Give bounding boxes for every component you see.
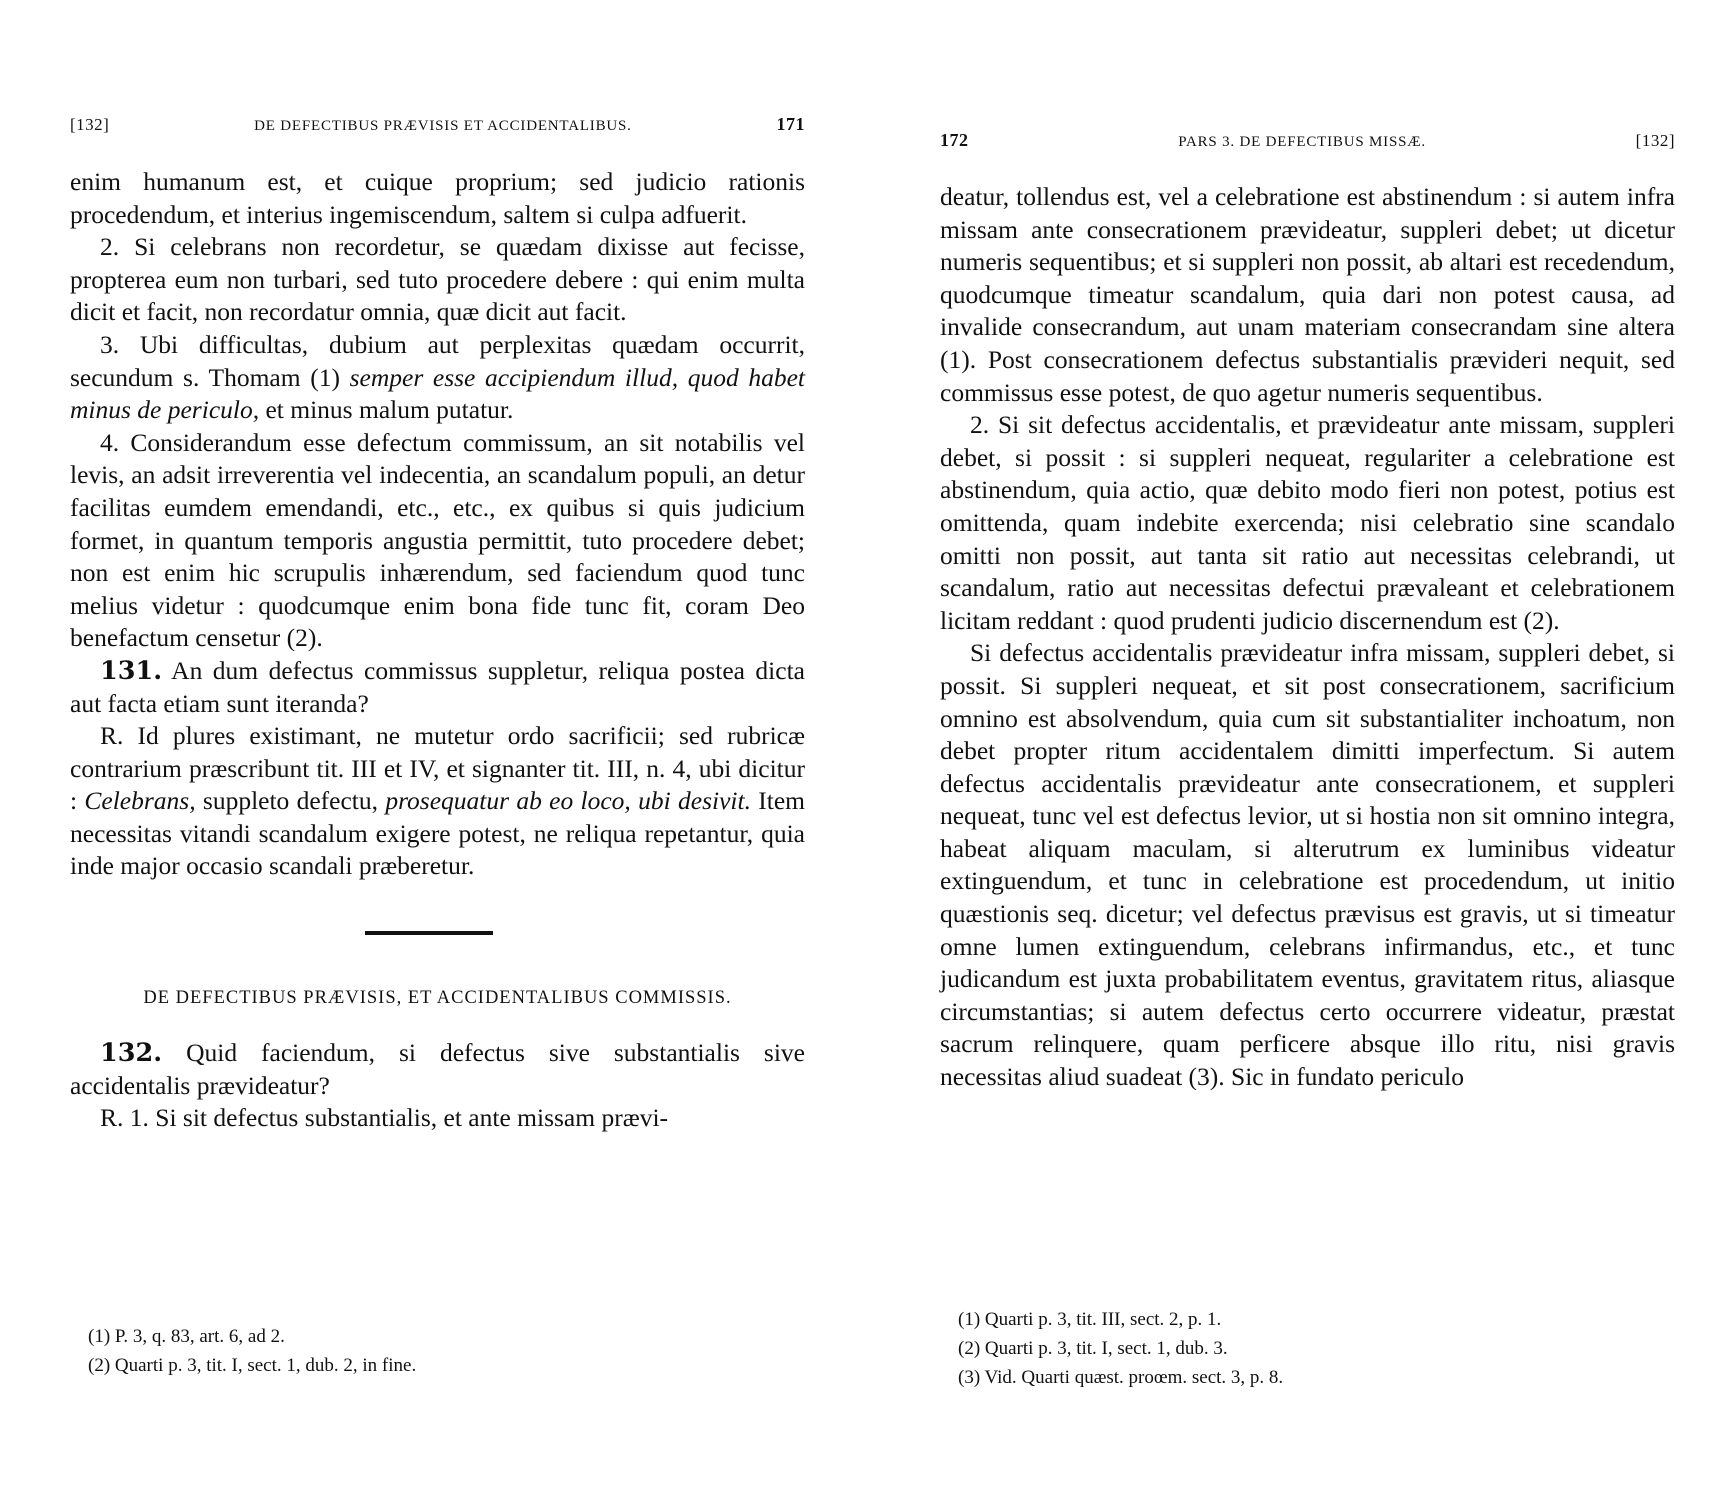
right-running-head [940,130,1675,151]
question-text: Quid faciendum, si defectus sive substantialis sive accidentalis prævideatur? [70,1038,805,1100]
paragraph [70,329,805,427]
paragraph: deatur, tollendus est, vel a celebratione est abstinendum : si autem infra missam ante consecrationem prævideatur, suppleri debet; ut dicetur numeris sequentibus; et si suppleri non possit, ab altari est recedendum, quodcumque timeatur scandalum, quia dari non potest causa, ad invalide consecrandum, aut unam materiam consecrandam sine altera (1). Post consecrationem defectus substantialis prævideri nequit, sed commissus esse potest, de quo agetur numeris sequentibus. [940,182,1675,407]
question-132 [70,1037,805,1102]
left-running-head [70,114,805,135]
paragraph: 2. Si celebrans non recordetur, se quædam dixisse aut fecisse, propterea eum non turbari, sed tuto procedere debere : qui enim multa dicit et facit, non recordatur omnia, quæ dicit aut facit. [70,232,805,327]
left-running-title: DE DEFECTIBUS PRÆVISIS ET ACCIDENTALIBUS. [254,118,632,134]
left-page [70,0,805,1500]
question-number: 131. [100,655,163,686]
paragraph: 4. Considerandum esse defectum commissum, an sit notabilis vel levis, an adsit irreverentia vel indecentia, an scandalum populi, an detur facilitas eumdem emendandi, etc., etc., ex quibus si quis judicium formet, in quantum temporis angustia permittit, tuto procedere debet; non est enim hic scrupulis inhærendum, sed faciendum quod tunc melius videtur : quodcumque enim bona fide tunc fit, coram Deo benefactum censetur (2). [70,427,805,653]
question-131 [70,655,805,720]
right-body-text [940,181,1675,1094]
left-section-ref: [132] [70,115,110,134]
paragraph: Si defectus accidentalis prævideatur infra missam, suppleri debet, si possit. Si suppleri nequeat, et sit post consecrationem, sacrificium omnino est absolvendum, quia cum sit substantialiter inchoatum, non debet propter ritum accidentalem dimitti imperfectum. Si autem defectus accidentalis prævideatur ante consecrationem, et suppleri nequeat, tunc vel est defectus levior, ut si hostia non sit omnino integra, habeat aliquam maculam, si alterutrum ex luminibus videatur extinguendum, et tunc in celebratione est procedendum, ut initio quæstionis seq. dicetur; vel defectus prævisus est gravis, ut si timeatur omne lumen extinguendum, celebrans infirmandus, etc., et tunc judicandum est juxta probabilitatem eventus, gravitatem ritus, aliasque circumstantias; si autem defectus certo occurrere videatur, præstat sacrum relinquere, quam perficere absque illo ritu, nisi gravis necessitas aliud suadeat (3). Sic in fundato periculo [940,638,1675,1092]
text-run: 3. Ubi difficultas, dubium aut perplexitas quædam occurrit, secundum s. Thomam (1) [70,329,805,392]
question-text: An dum defectus commissus suppletur, reliqua postea dicta aut facta etiam sunt iteranda? [70,655,805,718]
footnote: (3) Vid. Quarti quæst. proœm. sect. 3, p. 8. [958,1367,1284,1388]
right-page-number: 172 [940,130,969,150]
separator [70,883,805,983]
right-section-ref: [132] [1635,131,1675,150]
footnote: (2) Quarti p. 3, tit. I, sect. 1, dub. 2, in fine. [88,1355,417,1376]
left-body-text [70,166,805,1135]
answer-131 [70,720,805,883]
answer-132: R. 1. Si sit defectus substantialis, et ante missam prævi- [100,1103,669,1133]
left-page-number: 171 [776,114,805,134]
paragraph: 2. Si sit defectus accidentalis, et prævideatur ante missam, suppleri debet, si possit : si suppleri nequeat, regulariter a celebratione est abstinendum, quia actio, quæ debito modo fieri non potest, potius est omittenda, quam indebite exercenda; nisi celebratio sine scandalo omitti non possit, aut tanta sit ratio aut necessitas celebrandi, ut scandalum, ratio aut necessitas defectui prævaleant et celebrationem licitam reddant : quod prudenti judicio discernendum est (2). [940,410,1675,635]
italic-quote: prosequatur ab eo loco, ubi desivit. [385,786,751,816]
right-running-title: PARS 3. DE DEFECTIBUS MISSÆ. [1178,134,1426,150]
left-footnotes [88,1322,805,1380]
footnote: (1) P. 3, q. 83, art. 6, ad 2. [88,1326,285,1347]
horizontal-rule [365,931,493,935]
text-run: R. Id plures existimant, ne mutetur ordo sacrificii; sed rubricæ contrarium præscribunt tit. III et IV, et signanter tit. III, n. 4, ubi dicitur : [70,721,805,816]
paragraph: enim humanum est, et cuique proprium; sed judicio rationis procedendum, et interius ingemiscendum, saltem si culpa adfuerit. [70,167,805,229]
footnote: (2) Quarti p. 3, tit. I, sect. 1, dub. 3. [958,1338,1228,1359]
footnote: (1) Quarti p. 3, tit. III, sect. 2, p. 1. [958,1309,1222,1330]
text-run: et minus malum putatur. [259,395,514,425]
italic-quote: semper esse accipiendum illud, quod habet minus de periculo, [70,362,805,425]
right-footnotes [958,1305,1675,1392]
text-run: suppleto defectu, [195,786,386,816]
right-page [940,0,1675,1500]
text-run: Item necessitas vitandi scandalum exigere potest, ne reliqua repetantur, quia inde major occasio scandali præberetur. [70,786,805,881]
question-number: 132. [100,1038,163,1069]
section-heading: DE DEFECTIBUS PRÆVISIS, ET ACCIDENTALIBUS COMMISSIS. [143,988,732,1009]
italic-quote: Celebrans, [84,786,196,816]
